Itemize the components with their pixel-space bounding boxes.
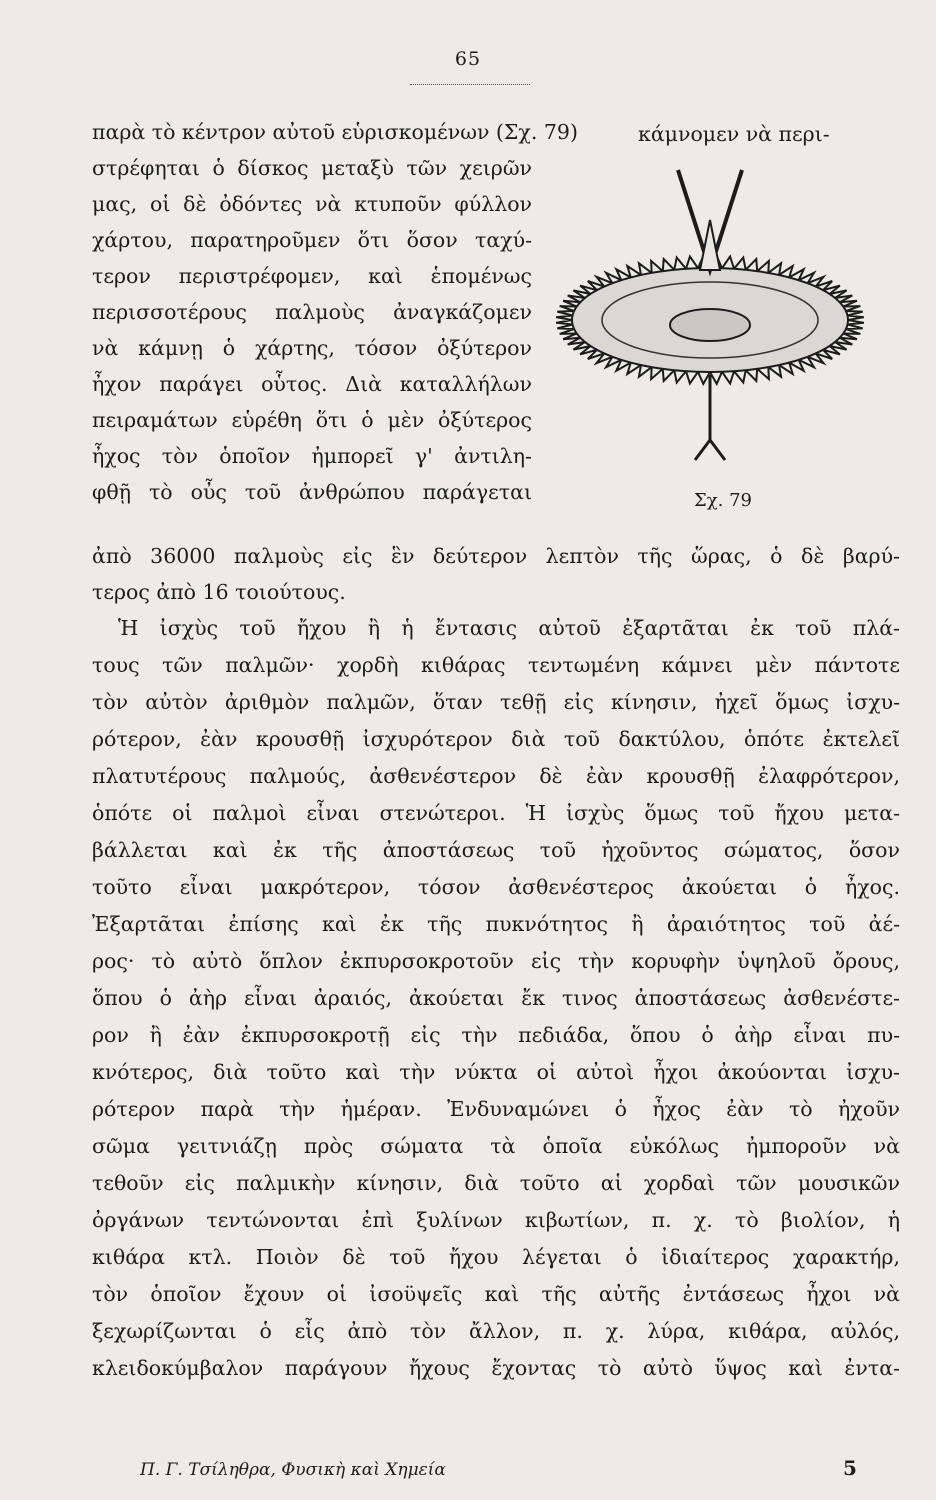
body-line: ρότερον παρὰ τὴν ἡμέραν. Ἐνδυναμώνει ὁ ἦχος ἐὰν τὸ ἠχοῦν [92, 1097, 900, 1121]
wrapped-line: στρέφηται ὁ δίσκος μεταξὺ τῶν χειρῶν [92, 156, 532, 180]
wrapped-line: πειραμάτων εὑρέθη ὅτι ὁ μὲν ὀξύτερος [92, 408, 532, 432]
body-line: ἀπὸ 36000 παλμοὺς εἰς ἓν δεύτερον λεπτὸν τῆς ὥρας, ὁ δὲ βαρύ- [92, 544, 900, 568]
header-line-left: παρὰ τὸ κέντρον αὐτοῦ εὑρισκομένων (Σχ. 79) [92, 120, 578, 144]
body-line: τὸν αὐτὸν ἀριθμὸν παλμῶν, ὅταν τεθῇ εἰς κίνησιν, ἠχεῖ ὅμως ἰσχυ- [92, 690, 900, 714]
wrapped-line: χάρτου, παρατηροῦμεν ὅτι ὅσον ταχύ- [92, 228, 532, 252]
page-number: 65 [454, 48, 482, 70]
body-line: ρότερον, ἐὰν κρουσθῇ ἰσχυρότερον διὰ τοῦ δακτύλου, ὁπότε ἐκτελεῖ [92, 727, 900, 751]
body-line: ρον ἢ ἐὰν ἐκπυρσοκροτῇ εἰς τὴν πεδιάδα, ὅπου ὁ ἀὴρ εἶναι πυ- [92, 1023, 900, 1047]
toothed-disc-figure [550, 160, 870, 480]
body-line: τοῦτο εἶναι μακρότερον, τόσον ἀσθενέστερος ἀκούεται ὁ ἦχος. [92, 875, 900, 899]
body-line: τεθοῦν εἰς παλμικὴν κίνησιν, διὰ τοῦτο αἱ χορδαὶ τῶν μουσικῶν [92, 1171, 900, 1195]
body-line: ξεχωρίζωνται ὁ εἷς ἀπὸ τὸν ἄλλον, π. χ. λύρα, κιθάρα, αὐλός, [92, 1319, 900, 1343]
body-line: τερος ἀπὸ 16 τοιούτους. [92, 580, 346, 604]
body-line: ρος· τὸ αὐτὸ ὅπλον ἐκπυρσοκροτοῦν εἰς τὴν κορυφὴν ὑψηλοῦ ὄρους, [92, 949, 900, 973]
body-line: σῶμα γειτνιάζῃ πρὸς σώματα τὰ ὁποῖα εὐκόλως ἠμποροῦν νὰ [92, 1134, 900, 1158]
body-line: τὸν ὁποῖον ἔχουν οἱ ἰσοϋψεῖς καὶ τῆς αὐτῆς ἐντάσεως ἦχοι νὰ [92, 1282, 900, 1306]
body-line: κιθάρα κτλ. Ποιὸν δὲ τοῦ ἤχου λέγεται ὁ ἰδιαίτερος χαρακτήρ, [92, 1245, 900, 1269]
twisted-string-bottom [695, 375, 725, 460]
header-line-right: κάμνομεν νὰ περι- [638, 122, 830, 146]
wrapped-line: φθῇ τὸ οὖς τοῦ ἀνθρώπου παράγεται [92, 480, 532, 504]
body-line: ὁπότε οἱ παλμοὶ εἶναι στενώτεροι. Ἡ ἰσχὺς ὅμως τοῦ ἤχου μετα- [92, 801, 900, 825]
body-line: κνότερος, διὰ τοῦτο καὶ τὴν νύκτα οἱ αὐτοὶ ἦχοι ἀκούονται ἰσχυ- [92, 1060, 900, 1084]
page-number-rule [410, 84, 530, 85]
body-line: ὀργάνων τεντώνονται ἐπὶ ξυλίνων κιβωτίων, π. χ. τὸ βιολίον, ἡ [92, 1208, 900, 1232]
body-line: βάλλεται καὶ ἐκ τῆς ἀποστάσεως τοῦ ἠχοῦντος σώματος, ὅσον [92, 838, 900, 862]
footer-signature-mark: 5 [843, 1456, 857, 1480]
wrapped-line: περισσοτέρους παλμοὺς ἀναγκάζομεν [92, 300, 532, 324]
wrapped-line: ἦχον παράγει οὗτος. Διὰ καταλλήλων [92, 372, 532, 396]
body-line: τους τῶν παλμῶν· χορδὴ κιθάρας τεντωμένη κάμνει μὲν πάντοτε [92, 653, 900, 677]
body-line: κλειδοκύμβαλον παράγουν ἤχους ἔχοντας τὸ αὐτὸ ὕψος καὶ ἐντα- [92, 1356, 900, 1380]
footer-author-title: Π. Γ. Τσίληθρα, Φυσικὴ καὶ Χημεία [140, 1460, 446, 1480]
wrapped-line: ἦχος τὸν ὁποῖον ἠμπορεῖ γ' ἀντιλη- [92, 444, 532, 468]
wrapped-line: μας, οἱ δὲ ὀδόντες νὰ κτυποῦν φύλλον [92, 192, 532, 216]
body-line: ὅπου ὁ ἀὴρ εἶναι ἀραιός, ἀκούεται ἔκ τινος ἀποστάσεως ἀσθενέστε- [92, 986, 900, 1010]
figure-caption: Σχ. 79 [694, 490, 752, 511]
wrapped-line: νὰ κάμνῃ ὁ χάρτης, τόσον ὀξύτερον [92, 336, 532, 360]
body-line: Ἡ ἰσχὺς τοῦ ἤχου ἢ ἡ ἔντασις αὐτοῦ ἐξαρτᾶται ἐκ τοῦ πλά- [118, 616, 900, 640]
body-line: Ἐξαρτᾶται ἐπίσης καὶ ἐκ τῆς πυκνότητος ἢ ἀραιότητος τοῦ ἀέ- [92, 912, 900, 936]
wrapped-line: τερον περιστρέφομεν, καὶ ἑπομένως [92, 264, 532, 288]
body-line: πλατυτέρους παλμούς, ἀσθενέστερον δὲ ἐὰν κρουσθῇ ἐλαφρότερον, [92, 764, 900, 788]
disc-hub [670, 309, 750, 341]
